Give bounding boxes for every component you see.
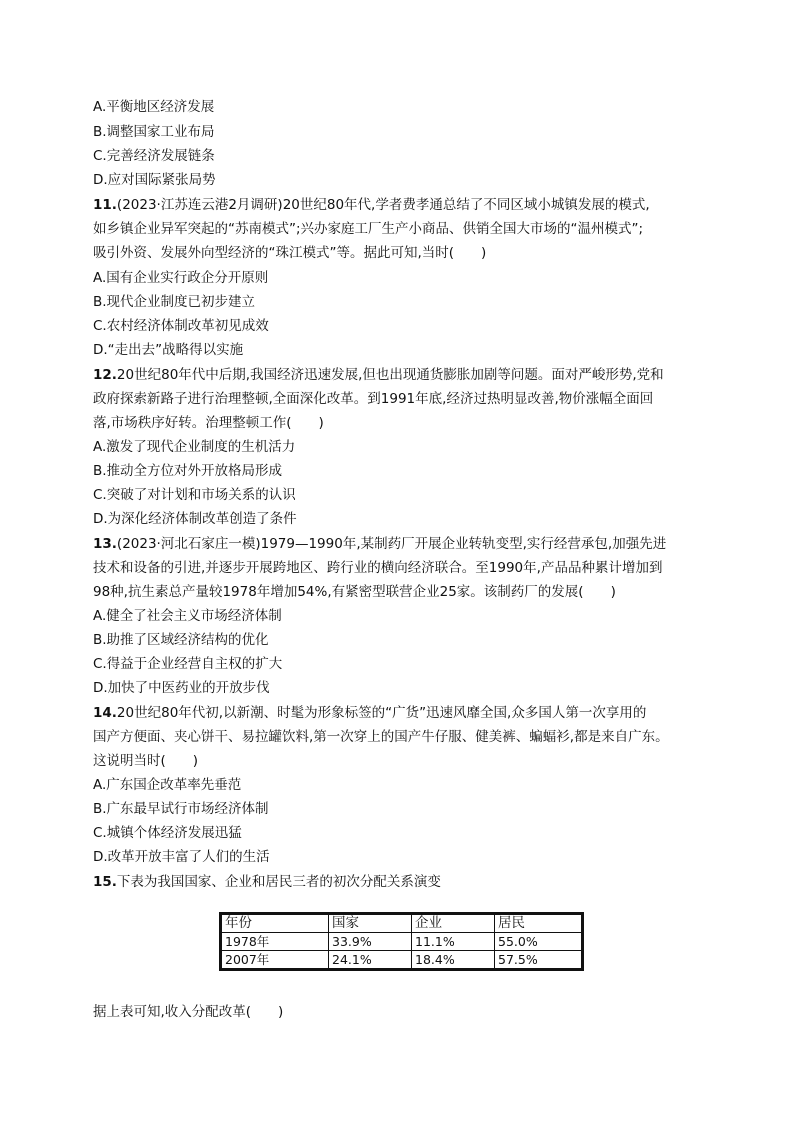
table-header-cell: 企业 <box>412 914 495 933</box>
table-cell: 11.1% <box>412 933 495 951</box>
q15-number: 15. <box>93 874 117 890</box>
table-header-cell: 居民 <box>495 914 583 933</box>
q11-number: 11. <box>93 197 117 213</box>
q13-option-c: C.得益于企业经营自主权的扩大 <box>93 656 283 672</box>
q12-option-d: D.为深化经济体制改革创造了条件 <box>93 511 297 527</box>
q11-stem-line-2: 如乡镇企业异军突起的“苏南模式”;兴办家庭工厂生产小商品、供销全国大市场的“温州模式”; <box>93 221 644 237</box>
q12-stem-line-1: 12.20世纪80年代中后期,我国经济迅速发展,但也出现通货膨胀加剧等问题。面对严峻形势,党和 <box>93 367 664 383</box>
q14-stem-line-3: 这说明当时( ) <box>93 753 199 769</box>
table-cell: 55.0% <box>495 933 583 951</box>
q14-option-b: B.广东最早试行市场经济体制 <box>93 801 269 817</box>
table-row <box>221 951 583 970</box>
q13-option-a: A.健全了社会主义市场经济体制 <box>93 608 282 624</box>
table-header-cell: 国家 <box>329 914 412 933</box>
q13-stem-line-1: 13.(2023·河北石家庄一模)1979—1990年,某制药厂开展企业转轨变型,实行经营承包,加强先进 <box>93 536 667 552</box>
q10-option-b: B.调整国家工业布局 <box>93 124 215 140</box>
q14-stem-line-2: 国产方便面、夹心饼干、易拉罐饮料,第一次穿上的国产牛仔服、健美裤、蝙蝠衫,都是来自广东。 <box>93 729 669 745</box>
q14-option-d: D.改革开放丰富了人们的生活 <box>93 849 270 865</box>
q15-question: 据上表可知,收入分配改革( ) <box>93 1004 284 1020</box>
q12-option-b: B.推动全方位对外开放格局形成 <box>93 463 283 479</box>
q13-stem-line-2: 技术和设备的引进,并逐步开展跨地区、跨行业的横向经济联合。至1990年,产品品种累计增加到 <box>93 560 663 576</box>
q11-stem-line-3: 吸引外资、发展外向型经济的“珠江模式”等。据此可知,当时( ) <box>93 245 487 261</box>
distribution-table <box>219 912 584 971</box>
q10-option-a: A.平衡地区经济发展 <box>93 99 215 115</box>
q14-option-c: C.城镇个体经济发展迅猛 <box>93 825 242 841</box>
table-row <box>221 933 583 951</box>
table-header-row <box>221 914 583 933</box>
table-cell: 57.5% <box>495 951 583 970</box>
q12-option-c: C.突破了对计划和市场关系的认识 <box>93 487 296 503</box>
table-cell: 24.1% <box>329 951 412 970</box>
q12-stem-line-2: 政府探索新路子进行治理整顿,全面深化改革。到1991年底,经济过热明显改善,物价涨幅全面回 <box>93 391 654 407</box>
table-cell: 2007年 <box>221 951 329 970</box>
q13-stem-line-3: 98种,抗生素总产量较1978年增加54%,有紧密型联营企业25家。该制药厂的发展( ) <box>93 584 616 600</box>
q10-option-c: C.完善经济发展链条 <box>93 148 215 164</box>
q12-stem-line-3: 落,市场秩序好转。治理整顿工作( ) <box>93 415 324 431</box>
q14-stem-line-1: 14.20世纪80年代初,以新潮、时髦为形象标签的“广货”迅速风靡全国,众多国人第一次享用的 <box>93 705 647 721</box>
q11-option-b: B.现代企业制度已初步建立 <box>93 294 256 310</box>
q13-option-b: B.助推了区域经济结构的优化 <box>93 632 269 648</box>
q11-option-c: C.农村经济体制改革初见成效 <box>93 318 269 334</box>
table-header-cell: 年份 <box>221 914 329 933</box>
q10-option-d: D.应对国际紧张局势 <box>93 172 216 188</box>
q11-option-a: A.国有企业实行政企分开原则 <box>93 270 269 286</box>
q14-option-a: A.广东国企改革率先垂范 <box>93 777 242 793</box>
q13-option-d: D.加快了中医药业的开放步伐 <box>93 680 270 696</box>
q12-option-a: A.激发了现代企业制度的生机活力 <box>93 439 296 455</box>
q11-option-d: D.“走出去”战略得以实施 <box>93 342 244 358</box>
q15-stem-line-1: 15.下表为我国国家、企业和居民三者的初次分配关系演变 <box>93 874 441 890</box>
q12-number: 12. <box>93 367 117 383</box>
q14-number: 14. <box>93 705 117 721</box>
table-cell: 33.9% <box>329 933 412 951</box>
q13-number: 13. <box>93 536 117 552</box>
table-cell: 18.4% <box>412 951 495 970</box>
table-cell: 1978年 <box>221 933 329 951</box>
q11-stem-line-1: 11.(2023·江苏连云港2月调研)20世纪80年代,学者费孝通总结了不同区域小城镇发展的模式, <box>93 197 650 213</box>
